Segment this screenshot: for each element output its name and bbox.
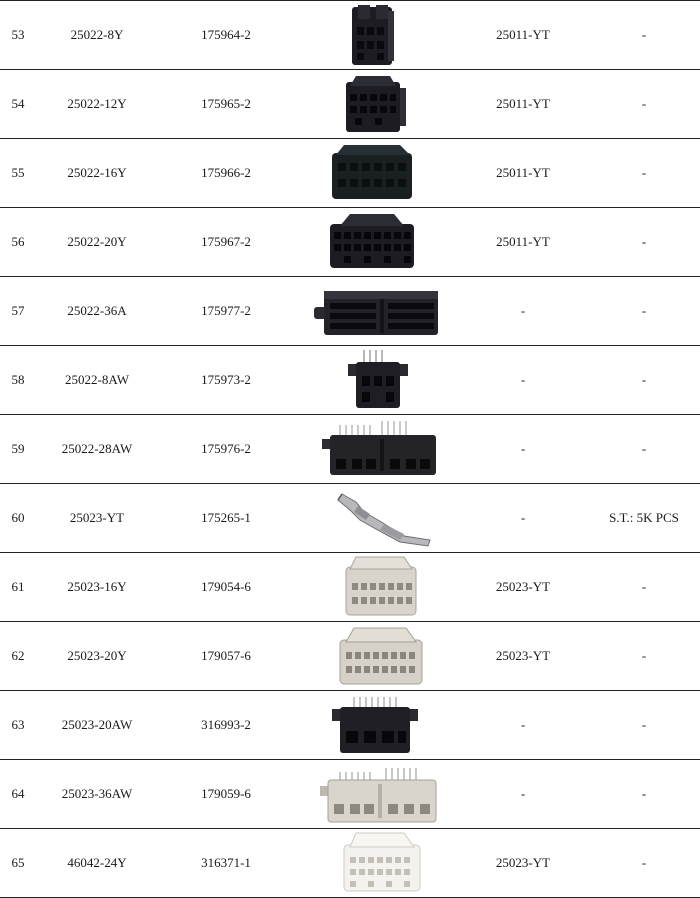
mating-terminal: 25011-YT xyxy=(496,165,550,180)
note: - xyxy=(641,96,647,111)
reference-number: 179054-6 xyxy=(201,579,251,594)
note: - xyxy=(641,717,647,732)
table-row xyxy=(0,139,700,208)
mating-terminal: - xyxy=(520,786,526,801)
note: - xyxy=(641,165,647,180)
note: - xyxy=(641,648,647,663)
part-number: 25022-8AW xyxy=(65,372,129,387)
table-row xyxy=(0,484,700,553)
table-row xyxy=(0,760,700,829)
row-number: 56 xyxy=(11,234,25,249)
reference-number: 175966-2 xyxy=(201,165,251,180)
row-number: 61 xyxy=(11,579,25,594)
reference-number: 175967-2 xyxy=(201,234,251,249)
table-row xyxy=(0,208,700,277)
note: - xyxy=(641,27,647,42)
row-number: 64 xyxy=(11,786,25,801)
table-row xyxy=(0,829,700,898)
note: - xyxy=(641,303,647,318)
part-number: 25023-20Y xyxy=(67,648,127,663)
note: - xyxy=(641,855,647,870)
reference-number: 316371-1 xyxy=(201,855,251,870)
part-number: 25022-16Y xyxy=(67,165,127,180)
table-row xyxy=(0,415,700,484)
row-number: 65 xyxy=(11,855,25,870)
note: - xyxy=(641,579,647,594)
table-row xyxy=(0,70,700,139)
mating-terminal: - xyxy=(520,303,526,318)
note: - xyxy=(641,234,647,249)
part-number: 25023-20AW xyxy=(61,717,133,732)
header-grey-36pin-rightangle-icon xyxy=(300,760,440,828)
connector-grey-16pin-icon xyxy=(300,553,440,621)
reference-number: 175976-2 xyxy=(201,441,251,456)
connector-grey-20pin-icon xyxy=(300,622,440,690)
mating-terminal: 25011-YT xyxy=(496,96,550,111)
reference-number: 175964-2 xyxy=(201,27,251,42)
note: - xyxy=(641,786,647,801)
row-number: 62 xyxy=(11,648,25,663)
table-row xyxy=(0,346,700,415)
connector-black-12pin-icon xyxy=(300,70,440,138)
reference-number: 175965-2 xyxy=(201,96,251,111)
note: - xyxy=(641,372,647,387)
mating-terminal: 25011-YT xyxy=(496,234,550,249)
row-number: 63 xyxy=(11,717,25,732)
part-number: 25023-36AW xyxy=(61,786,133,801)
table-row xyxy=(0,691,700,760)
table-row xyxy=(0,553,700,622)
reference-number: 316993-2 xyxy=(201,717,251,732)
row-number: 57 xyxy=(11,303,25,318)
part-number: 25022-28AW xyxy=(61,441,133,456)
table-row xyxy=(0,1,700,70)
part-number: 25022-12Y xyxy=(67,96,127,111)
reference-number: 179057-6 xyxy=(201,648,251,663)
mating-terminal: 25023-YT xyxy=(495,855,551,870)
connector-black-20pin-icon xyxy=(300,208,440,276)
connector-white-24pin-icon xyxy=(300,829,440,897)
row-number: 53 xyxy=(11,27,25,42)
part-number: 25022-36A xyxy=(67,303,127,318)
row-number: 58 xyxy=(11,372,25,387)
note: S.T.: 5K PCS xyxy=(609,510,679,525)
part-number: 25022-20Y xyxy=(67,234,127,249)
table-row xyxy=(0,277,700,346)
connector-black-16pin-icon xyxy=(300,139,440,207)
reference-number: 175265-1 xyxy=(201,510,251,525)
note: - xyxy=(641,441,647,456)
mating-terminal: - xyxy=(520,372,526,387)
reference-number: 175973-2 xyxy=(201,372,251,387)
row-number: 60 xyxy=(11,510,25,525)
mating-terminal: - xyxy=(520,510,526,525)
table-row xyxy=(0,622,700,691)
part-number: 25022-8Y xyxy=(70,27,124,42)
crimp-terminal-icon xyxy=(300,484,440,552)
reference-number: 179059-6 xyxy=(201,786,251,801)
part-number: 25023-YT xyxy=(69,510,125,525)
reference-number: 175977-2 xyxy=(201,303,251,318)
connector-black-8pin-icon xyxy=(300,1,440,69)
row-number: 59 xyxy=(11,441,25,456)
part-number: 25023-16Y xyxy=(67,579,127,594)
row-number: 55 xyxy=(11,165,25,180)
mating-terminal: - xyxy=(520,441,526,456)
part-number: 46042-24Y xyxy=(67,855,127,870)
row-number: 54 xyxy=(11,96,25,111)
header-black-8pin-rightangle-icon xyxy=(300,346,440,414)
mating-terminal: 25011-YT xyxy=(496,27,550,42)
mating-terminal: - xyxy=(520,717,526,732)
header-black-20pin-rightangle-icon xyxy=(300,691,440,759)
header-black-28pin-rightangle-icon xyxy=(300,415,440,483)
mating-terminal: 25023-YT xyxy=(495,648,551,663)
header-black-36pin-icon xyxy=(300,277,440,345)
mating-terminal: 25023-YT xyxy=(495,579,551,594)
